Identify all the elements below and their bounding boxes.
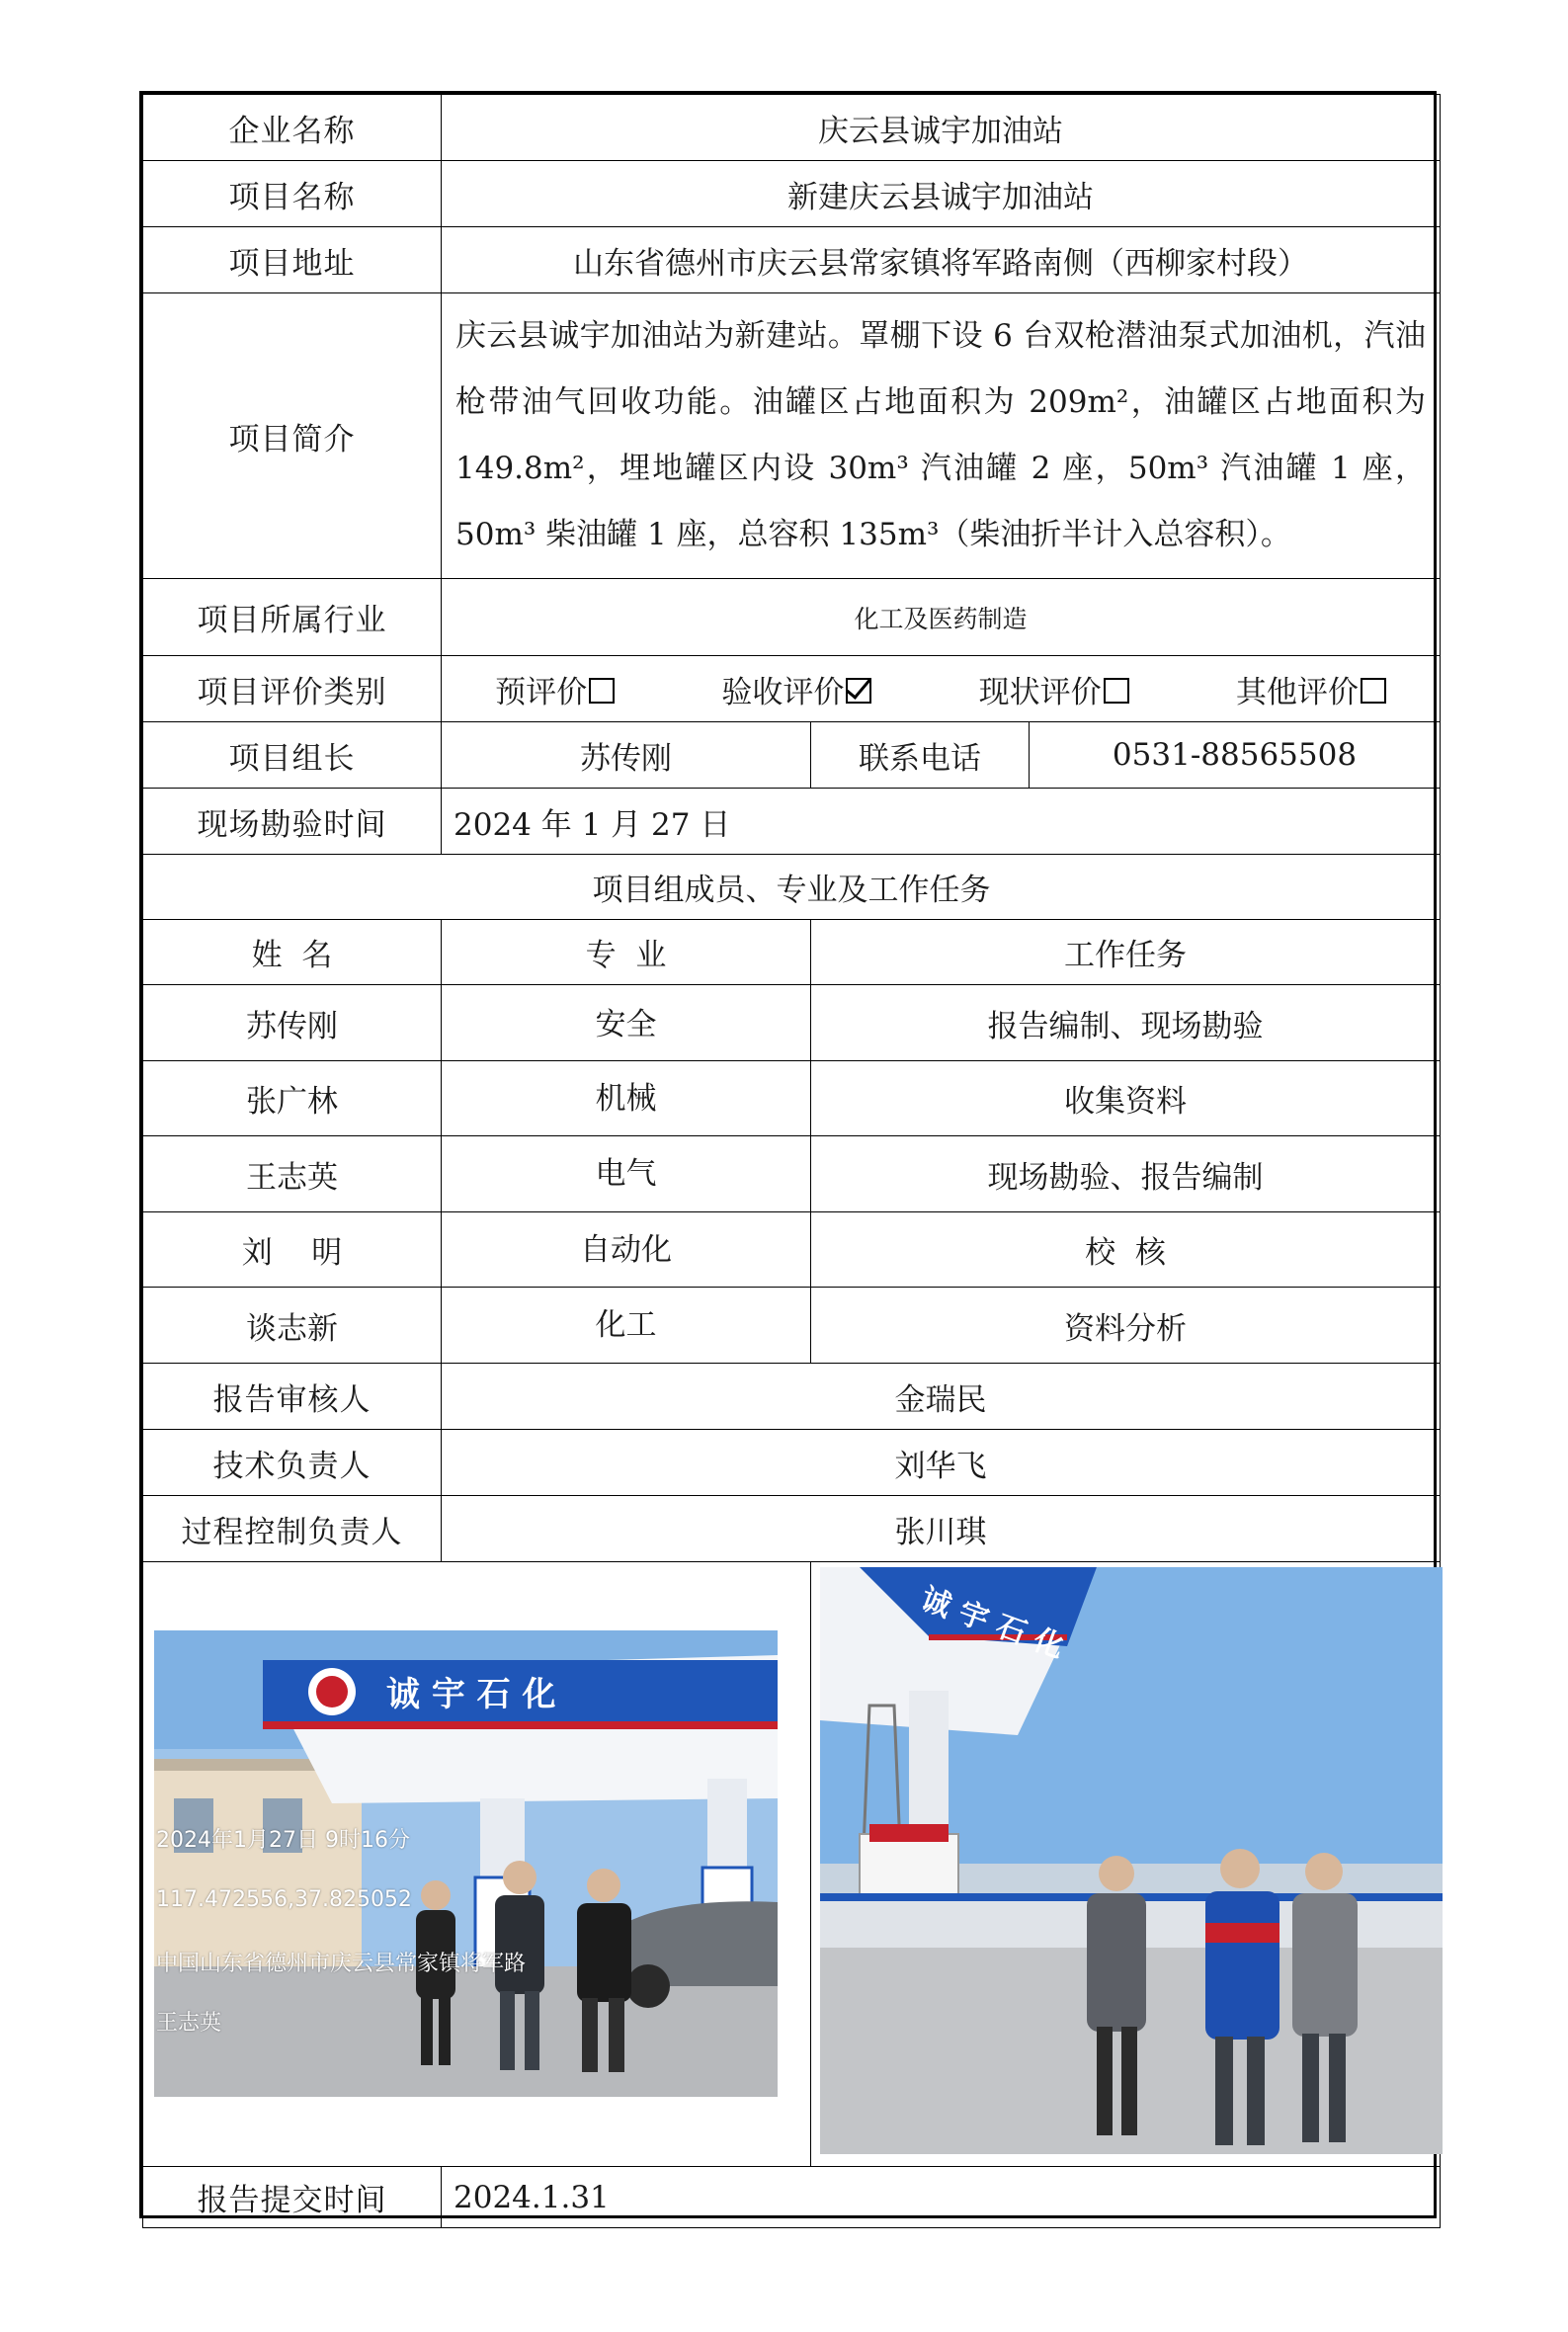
member-task: 现场勘验、报告编制 xyxy=(811,1136,1441,1212)
photo-cell-right xyxy=(811,1562,1441,2167)
leader-value: 苏传刚 xyxy=(442,722,811,789)
row-reviewer xyxy=(143,1364,1441,1430)
company-label: 企业名称 xyxy=(143,95,442,161)
member-name: 谈志新 xyxy=(143,1288,442,1364)
table-row xyxy=(143,1288,1441,1364)
member-task: 资料分析 xyxy=(811,1288,1441,1364)
member-major: 安全 xyxy=(442,985,811,1061)
member-task: 收集资料 xyxy=(811,1061,1441,1136)
photo-overlay-datetime: 2024年1月27日 9时16分 xyxy=(156,1828,410,1853)
phone-label: 联系电话 xyxy=(811,722,1030,789)
site-photo-left xyxy=(154,1630,778,2097)
photo-overlay-location: 中国山东省德州市庆云县常家镇将军路 xyxy=(156,1952,527,1976)
member-name: 刘 明 xyxy=(143,1212,442,1288)
member-major: 机械 xyxy=(442,1061,811,1136)
eval-option-other[interactable]: 其他评价 xyxy=(1236,667,1386,711)
phone-value: 0531-88565508 xyxy=(1030,722,1441,789)
address-value: 山东省德州市庆云县常家镇将军路南侧（西柳家村段） xyxy=(442,227,1441,293)
team-header-row xyxy=(143,920,1441,985)
team-header-major: 专 业 xyxy=(442,920,811,985)
member-name: 王志英 xyxy=(143,1136,442,1212)
survey-time-label: 现场勘验时间 xyxy=(143,789,442,855)
survey-time-value: 2024 年 1 月 27 日 xyxy=(442,789,1441,855)
industry-value: 化工及医药制造 xyxy=(442,579,1441,656)
row-project xyxy=(143,161,1441,227)
row-submit xyxy=(143,2167,1441,2228)
row-process-lead xyxy=(143,1496,1441,1562)
industry-label: 项目所属行业 xyxy=(143,579,442,656)
row-address xyxy=(143,227,1441,293)
photo-overlay-coords: 117.472556,37.825052 xyxy=(156,1887,412,1912)
reviewer-label: 报告审核人 xyxy=(143,1364,442,1430)
summary-label: 项目简介 xyxy=(143,293,442,579)
eval-option-acceptance[interactable]: 验收评价 xyxy=(721,667,871,711)
form-table xyxy=(142,94,1441,2228)
checkbox-acceptance-checked[interactable] xyxy=(846,678,871,704)
member-major: 化工 xyxy=(442,1288,811,1364)
table-row xyxy=(143,1061,1441,1136)
eval-option-status[interactable]: 现状评价 xyxy=(979,667,1129,711)
photo-overlay-author: 王志英 xyxy=(156,2011,222,2036)
tech-lead-value: 刘华飞 xyxy=(442,1430,1441,1496)
company-value: 庆云县诚宇加油站 xyxy=(442,95,1441,161)
tech-lead-label: 技术负责人 xyxy=(143,1430,442,1496)
team-header-task: 工作任务 xyxy=(811,920,1441,985)
eval-type-label: 项目评价类别 xyxy=(143,656,442,722)
sign-text-left: 诚 宇 石 化 xyxy=(386,1675,556,1714)
project-value: 新建庆云县诚宇加油站 xyxy=(442,161,1441,227)
member-task: 校 核 xyxy=(811,1212,1441,1288)
member-major: 自动化 xyxy=(442,1212,811,1288)
photo-cell-left xyxy=(143,1562,811,2167)
table-row xyxy=(143,985,1441,1061)
row-tech-lead xyxy=(143,1430,1441,1496)
table-row xyxy=(143,1136,1441,1212)
process-lead-label: 过程控制负责人 xyxy=(143,1496,442,1562)
table-row xyxy=(143,1212,1441,1288)
member-name: 苏传刚 xyxy=(143,985,442,1061)
row-survey-time xyxy=(143,789,1441,855)
eval-option-pre[interactable]: 预评价 xyxy=(495,667,615,711)
site-photo-right xyxy=(820,1567,1443,2154)
member-task: 报告编制、现场勘验 xyxy=(811,985,1441,1061)
row-photos xyxy=(143,1562,1441,2167)
member-major: 电气 xyxy=(442,1136,811,1212)
checkbox-other[interactable] xyxy=(1361,678,1386,704)
member-name: 张广林 xyxy=(143,1061,442,1136)
row-summary xyxy=(143,293,1441,579)
summary-value: 庆云县诚宇加油站为新建站。罩棚下设 6 台双枪潜油泵式加油机，汽油枪带油气回收功能。油罐区占地面积为 209m²，油罐区占地面积为 149.8m²，埋地罐区内设 30m³ 汽油罐 2 座，50m³ 汽油罐 1 座，50m³ 柴油罐 1 座，总容积 135m³（柴油折半计入总容积）。 xyxy=(442,293,1441,579)
team-header-name: 姓 名 xyxy=(143,920,442,985)
row-eval-type xyxy=(143,656,1441,722)
row-industry xyxy=(143,579,1441,656)
evaluation-form xyxy=(139,91,1437,2218)
leader-label: 项目组长 xyxy=(143,722,442,789)
address-label: 项目地址 xyxy=(143,227,442,293)
row-team-title xyxy=(143,855,1441,920)
team-title: 项目组成员、专业及工作任务 xyxy=(143,855,1441,920)
sign-text-right: 诚 宇 石 化 xyxy=(916,1581,1069,1666)
row-leader xyxy=(143,722,1441,789)
process-lead-value: 张川琪 xyxy=(442,1496,1441,1562)
submit-label: 报告提交时间 xyxy=(143,2167,442,2228)
reviewer-value: 金瑞民 xyxy=(442,1364,1441,1430)
project-label: 项目名称 xyxy=(143,161,442,227)
checkbox-pre[interactable] xyxy=(589,678,615,704)
eval-type-options xyxy=(442,656,1441,722)
submit-value: 2024.1.31 xyxy=(442,2167,1441,2228)
checkbox-status[interactable] xyxy=(1104,678,1129,704)
row-company xyxy=(143,95,1441,161)
